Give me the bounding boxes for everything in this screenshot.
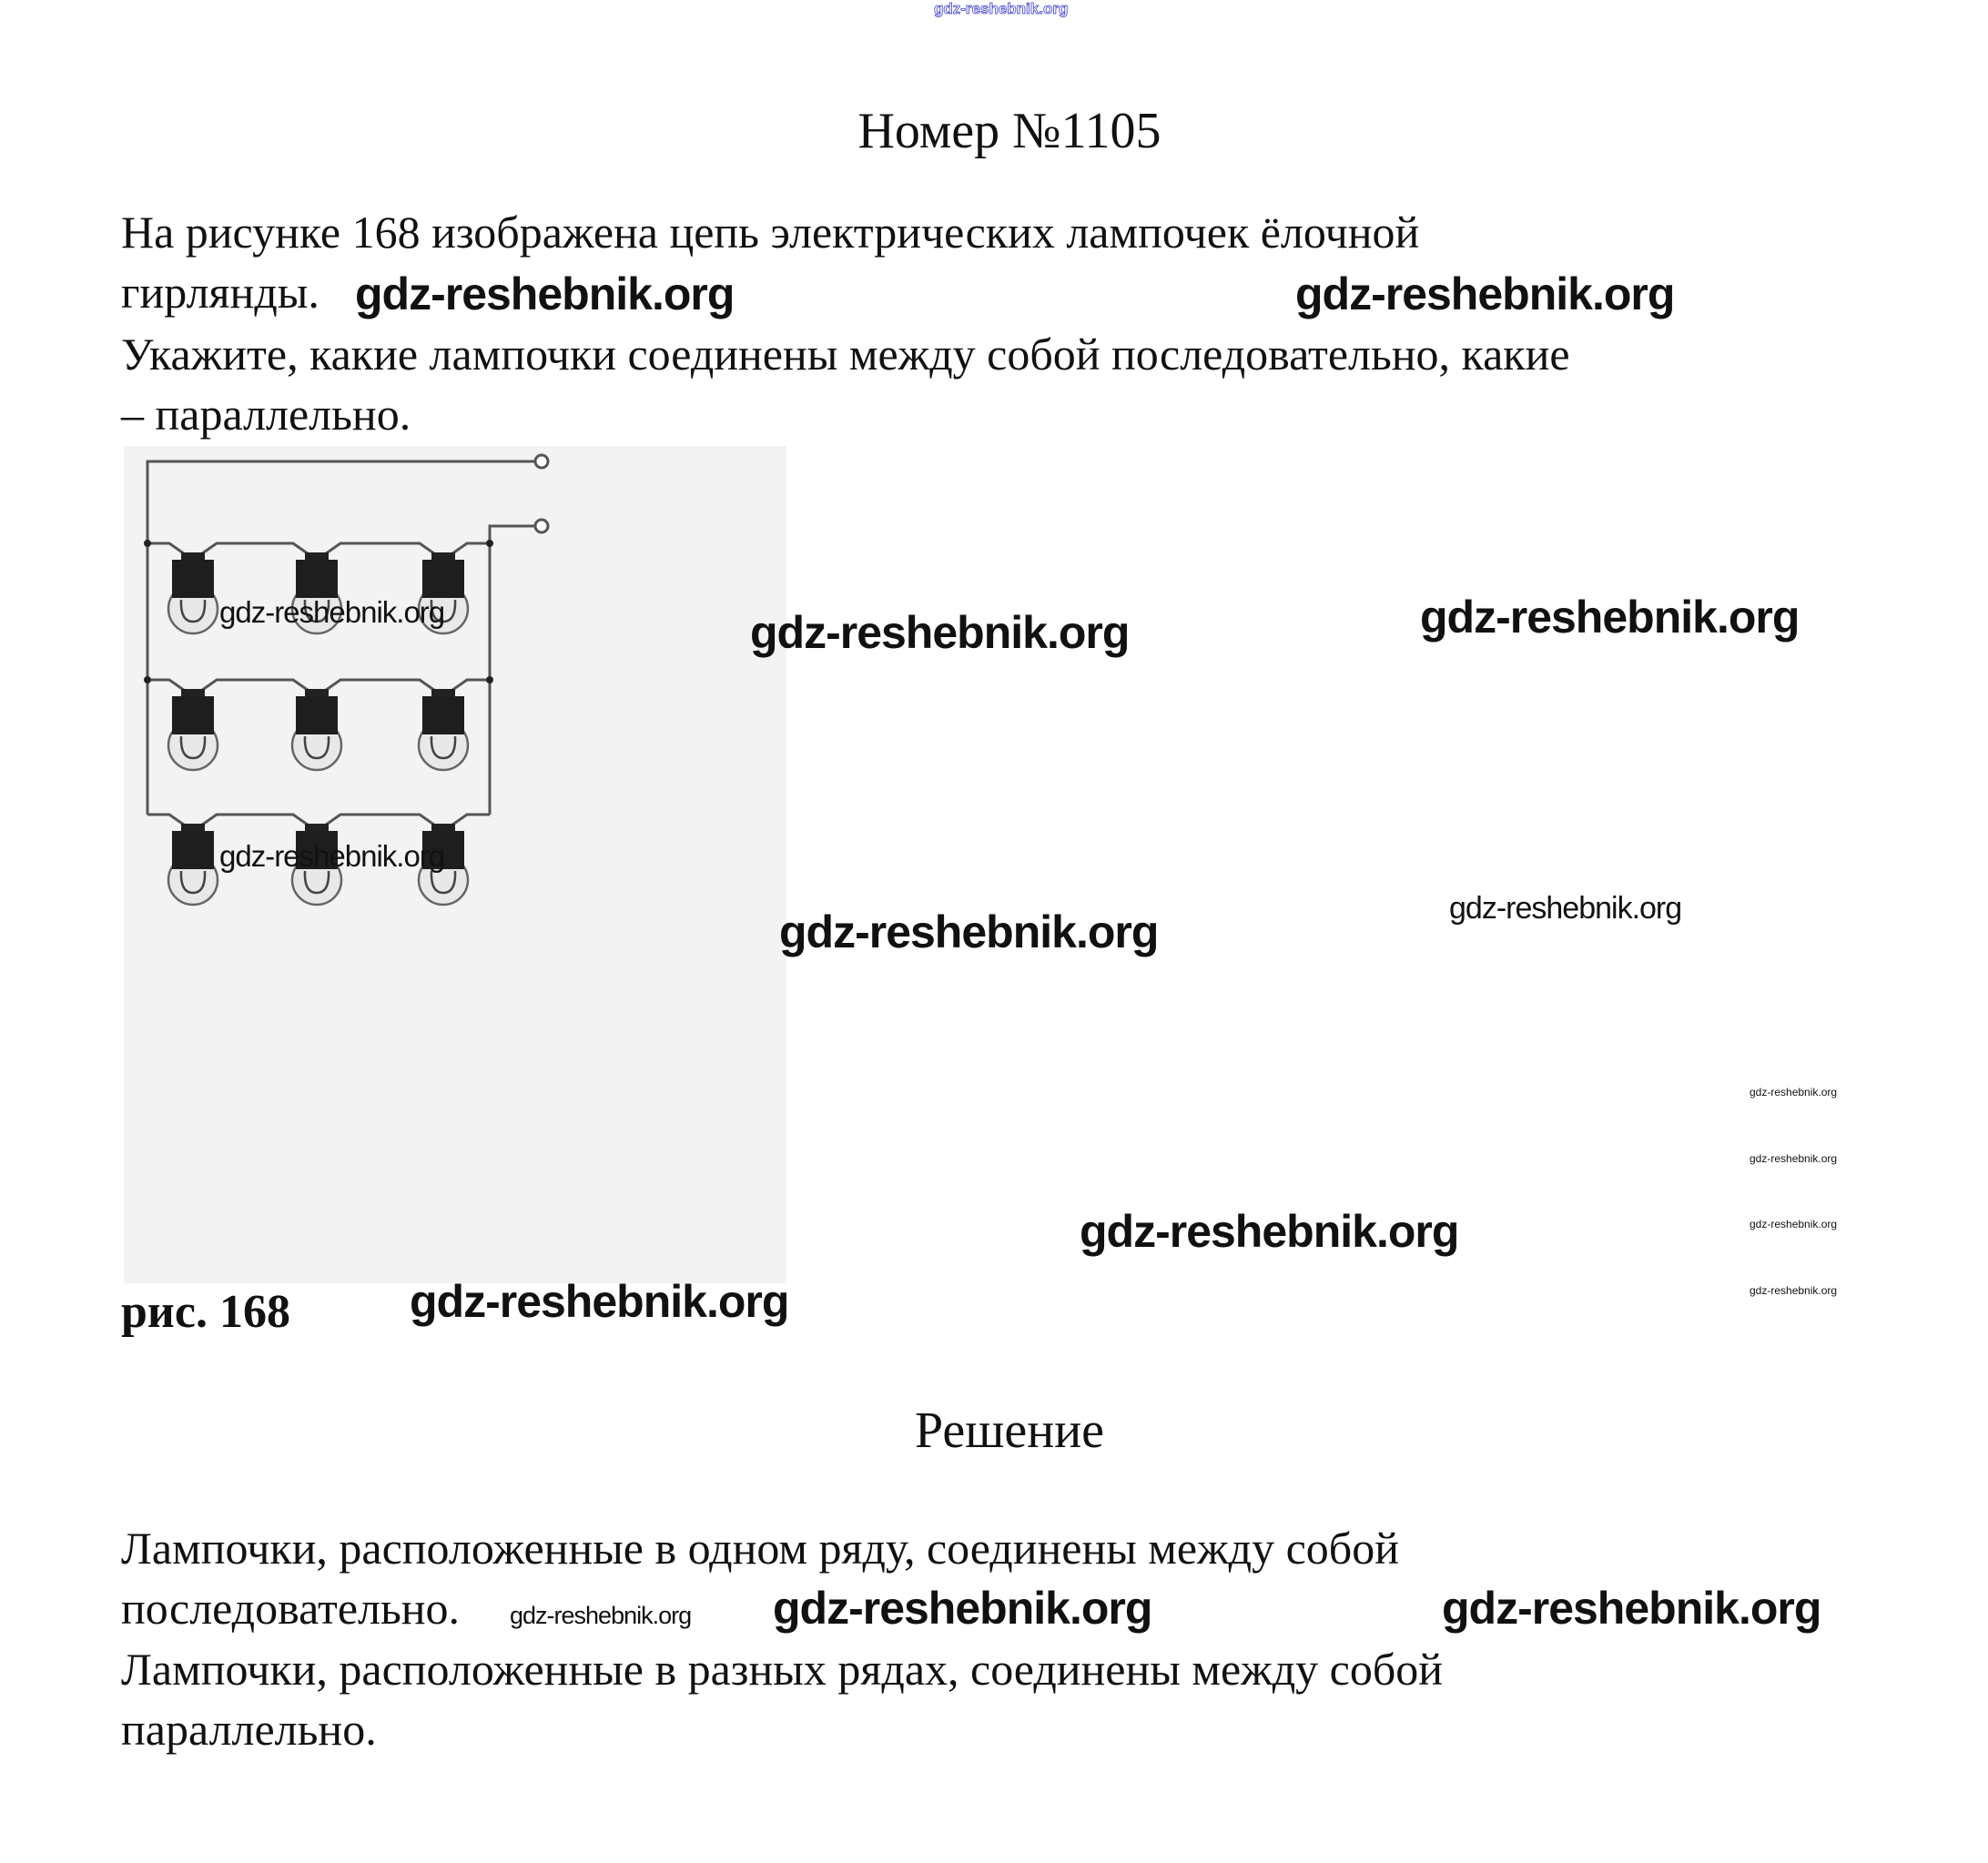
solution-heading: Решение <box>914 1402 1105 1459</box>
watermark: gdz-reshebnik.org <box>410 1276 789 1327</box>
bulb-socket <box>296 560 338 598</box>
bulb-socket <box>172 560 214 598</box>
junction-dot <box>144 676 151 683</box>
bulb-icon <box>292 689 341 770</box>
solution-line: последовательно. <box>121 1583 461 1634</box>
watermark: gdz-reshebnik.org <box>1449 891 1682 926</box>
bulb-icon <box>168 689 218 770</box>
solution-line: Лампочки, расположенные в одном ряду, соединены между собой <box>121 1523 1400 1574</box>
bulb-socket <box>172 831 214 869</box>
watermark: gdz-reshebnik.org <box>219 595 445 629</box>
watermark: gdz-reshebnik.org <box>219 839 445 873</box>
problem-line: гирлянды. <box>121 267 320 318</box>
solution-line: Лампочки, расположенные в разных рядах, соединены между собой <box>121 1644 1444 1695</box>
bulb-socket <box>296 696 338 734</box>
terminal-icon <box>535 520 548 532</box>
watermark: gdz-reshebnik.org <box>773 1583 1152 1634</box>
watermark: gdz-reshebnik.org <box>1080 1206 1459 1257</box>
bulb-socket <box>172 696 214 734</box>
watermark: gdz-reshebnik.org <box>1750 1086 1838 1099</box>
problem-line: На рисунке 168 изображена цепь электрических лампочек ёлочной <box>121 207 1420 258</box>
watermark: gdz-reshebnik.org <box>1420 592 1800 643</box>
watermark-top: gdz-reshebnik.org <box>934 0 1069 17</box>
junction-dot <box>486 676 493 683</box>
bulb-icon <box>168 552 218 633</box>
bulb-socket <box>422 696 464 734</box>
watermark: gdz-reshebnik.org <box>1750 1284 1838 1297</box>
figure-caption: рис. 168 <box>121 1286 290 1338</box>
watermark: gdz-reshebnik.org <box>510 1602 692 1629</box>
junction-dot <box>486 540 493 547</box>
problem-line: Укажите, какие лампочки соединены между собой последовательно, какие <box>121 329 1570 380</box>
problem-line: – параллельно. <box>121 389 411 440</box>
watermark: gdz-reshebnik.org <box>750 607 1130 658</box>
terminal-icon <box>535 455 548 468</box>
watermark: gdz-reshebnik.org <box>779 906 1159 957</box>
junction-dot <box>144 540 151 547</box>
watermark: gdz-reshebnik.org <box>1442 1583 1821 1634</box>
bulb-icon <box>168 824 218 905</box>
page-title: Номер №1105 <box>857 103 1161 159</box>
watermark: gdz-reshebnik.org <box>1750 1218 1838 1230</box>
watermark: gdz-reshebnik.org <box>355 268 735 319</box>
bulb-socket <box>422 560 464 598</box>
watermark: gdz-reshebnik.org <box>1295 268 1675 319</box>
bulb-icon <box>419 689 468 770</box>
solution-line: параллельно. <box>121 1704 377 1755</box>
watermark: gdz-reshebnik.org <box>1750 1152 1838 1165</box>
